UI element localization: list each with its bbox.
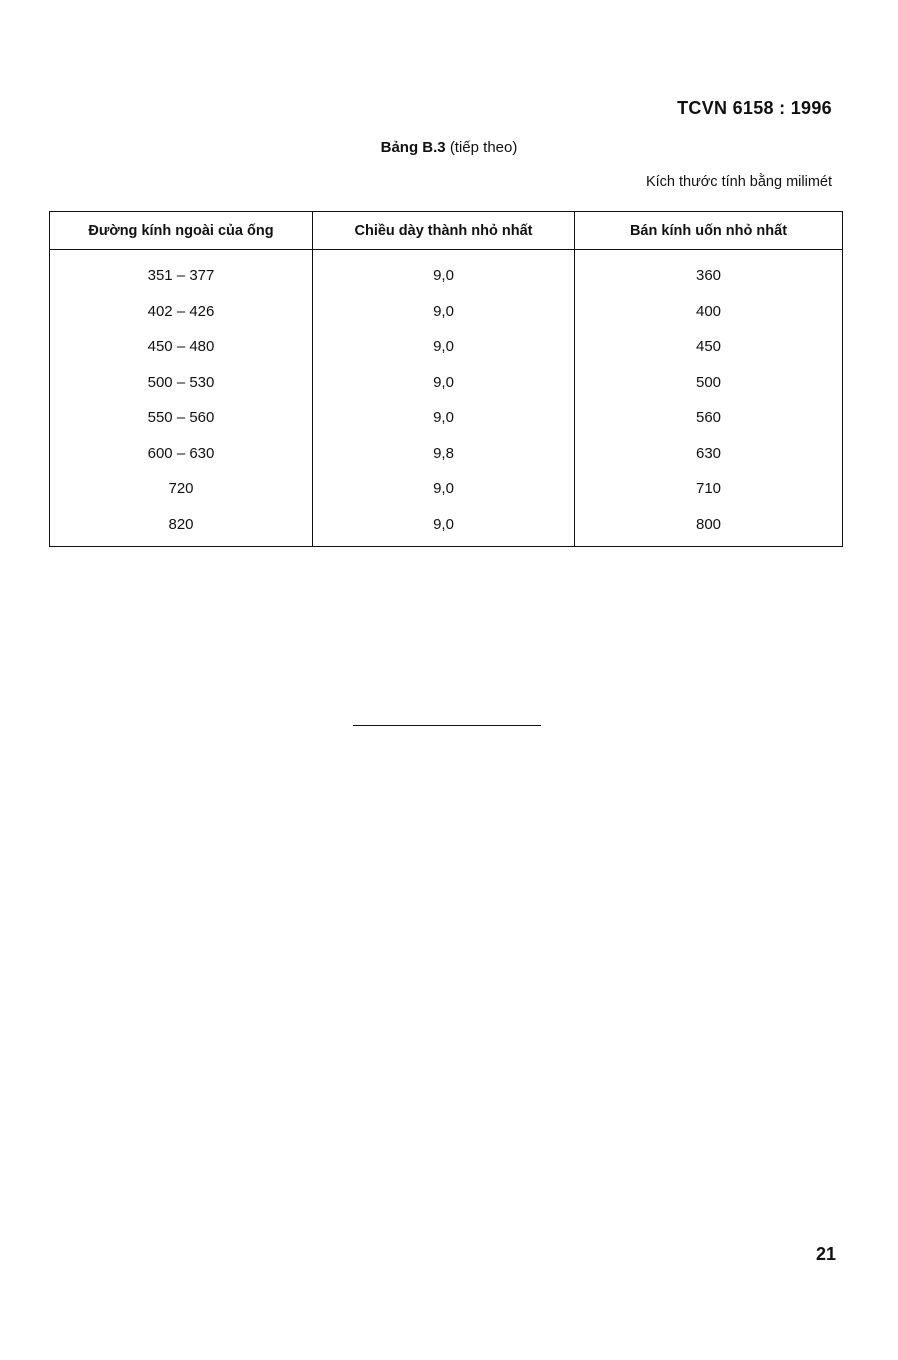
cell-wall-thickness: 9,0 — [313, 365, 575, 401]
cell-wall-thickness: 9,0 — [313, 329, 575, 365]
cell-outer-diameter: 550 – 560 — [50, 400, 313, 436]
cell-bend-radius: 400 — [575, 294, 843, 330]
cell-wall-thickness: 9,8 — [313, 436, 575, 472]
cell-outer-diameter: 450 – 480 — [50, 329, 313, 365]
cell-outer-diameter: 600 – 630 — [50, 436, 313, 472]
table-row — [50, 400, 843, 436]
cell-wall-thickness: 9,0 — [313, 250, 575, 294]
cell-outer-diameter: 500 – 530 — [50, 365, 313, 401]
cell-wall-thickness: 9,0 — [313, 400, 575, 436]
cell-bend-radius: 800 — [575, 507, 843, 547]
cell-outer-diameter: 720 — [50, 471, 313, 507]
units-note: Kích thước tính bằng milimét — [645, 174, 832, 190]
table-row — [50, 329, 843, 365]
cell-bend-radius: 450 — [575, 329, 843, 365]
header-outer-diameter: Đường kính ngoài của ống — [50, 212, 313, 250]
table-row — [50, 436, 843, 472]
cell-wall-thickness: 9,0 — [313, 294, 575, 330]
table-header-row — [50, 212, 843, 250]
cell-bend-radius: 560 — [575, 400, 843, 436]
table-row — [50, 294, 843, 330]
table-caption-label: Bảng B.3 — [380, 139, 446, 156]
cell-bend-radius: 500 — [575, 365, 843, 401]
standard-code: TCVN 6158 : 1996 — [677, 98, 832, 118]
cell-bend-radius: 360 — [575, 250, 843, 294]
table-row — [50, 471, 843, 507]
header-min-bend-radius: Bán kính uốn nhỏ nhất — [575, 212, 843, 250]
end-of-section-rule — [353, 725, 541, 726]
cell-wall-thickness: 9,0 — [313, 507, 575, 547]
table-row — [50, 250, 843, 294]
cell-outer-diameter: 351 – 377 — [50, 250, 313, 294]
cell-bend-radius: 710 — [575, 471, 843, 507]
cell-outer-diameter: 820 — [50, 507, 313, 547]
table-row — [50, 507, 843, 547]
table-row — [50, 365, 843, 401]
page-number: 21 — [815, 1244, 836, 1264]
table-caption-continuation: (tiếp theo) — [449, 139, 518, 156]
cell-wall-thickness: 9,0 — [313, 471, 575, 507]
dimensions-table — [49, 211, 843, 547]
header-min-wall-thickness: Chiều dày thành nhỏ nhất — [313, 212, 575, 250]
cell-bend-radius: 630 — [575, 436, 843, 472]
table-caption — [0, 139, 898, 156]
cell-outer-diameter: 402 – 426 — [50, 294, 313, 330]
